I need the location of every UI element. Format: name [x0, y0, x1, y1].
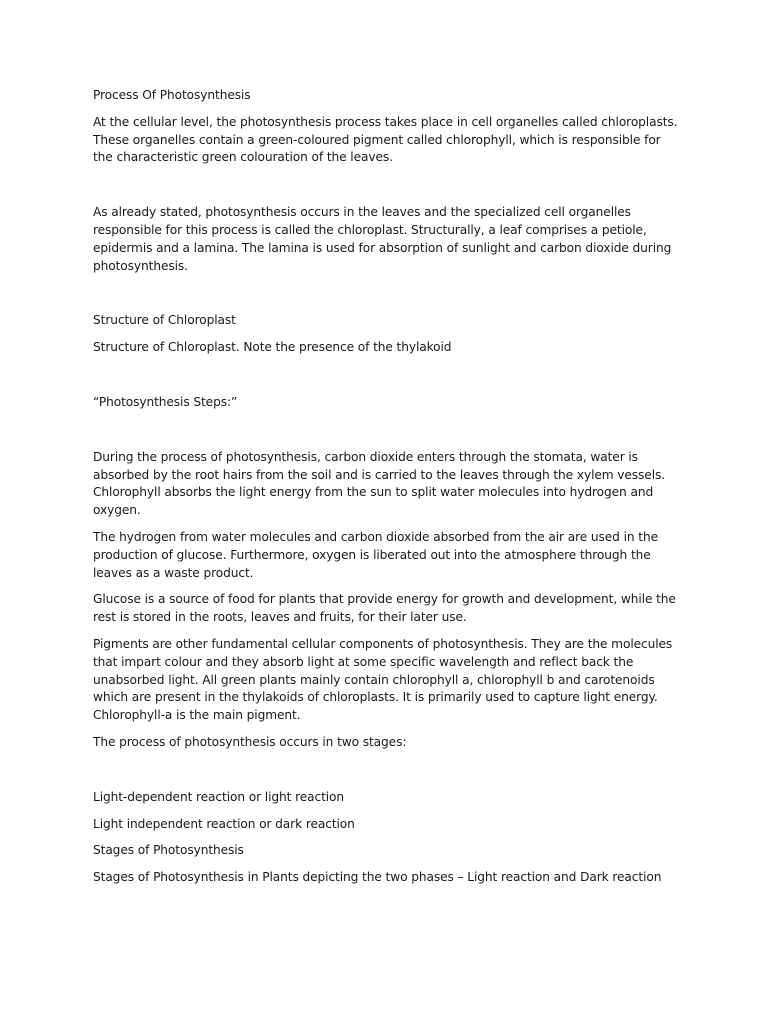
paragraph-leaf-structure: As already stated, photosynthesis occurs in the leaves and the specialized cell organelles responsible for this process is called the chloroplast. Structurally, a leaf comprises a petiole, epidermis and a lamina. The lamina is used for absorption of sunlight and carbon dioxide during photosynthesis. — [93, 205, 672, 273]
paragraph-two-stages: The process of photosynthesis occurs in two stages: — [93, 734, 407, 749]
paragraph-pigments: Pigments are other fundamental cellular components of photosynthesis. They are the molecules that impart colour and they absorb light at some specific wavelength and reflect back the unabsorbed light. All green plants mainly contain chlorophyll a, chlorophyll b and carotenoids which are present in the thylakoids of chloroplasts. It is primarily used to capture light energy. Chlorophyll-a is the main pigment. — [93, 636, 673, 723]
list-item-light-reaction: Light-dependent reaction or light reaction — [93, 789, 345, 804]
paragraph-glucose-use: Glucose is a source of food for plants that provide energy for growth and development, while the rest is stored in the roots, leaves and fruits, for their later use. — [93, 592, 676, 625]
section-heading-chloroplast: Structure of Chloroplast — [93, 313, 236, 328]
figure-caption-chloroplast: Structure of Chloroplast. Note the presence of the thylakoid — [93, 340, 452, 355]
figure-caption-stages: Stages of Photosynthesis in Plants depicting the two phases – Light reaction and Dark reaction — [93, 870, 662, 885]
paragraph-process-overview: During the process of photosynthesis, carbon dioxide enters through the stomata, water is absorbed by the root hairs from the soil and is carried to the leaves through the xylem vessels. Chlorophyll absorbs the light energy from the sun to split water molecules into hydrogen and oxygen. — [93, 449, 666, 518]
paragraph-cellular-level: At the cellular level, the photosynthesis process takes place in cell organelles called chloroplasts. These organelles contain a green-coloured pigment called chlorophyll, which is responsible for the characteristic green colouration of the leaves. — [93, 114, 678, 165]
document-body — [93, 87, 678, 887]
list-item-dark-reaction: Light independent reaction or dark reaction — [93, 816, 355, 831]
section-heading-process: Process Of Photosynthesis — [93, 88, 251, 102]
paragraph-glucose-production: The hydrogen from water molecules and carbon dioxide absorbed from the air are used in the production of glucose. Furthermore, oxygen is liberated out into the atmosphere through the leaves as a waste product. — [93, 529, 658, 580]
section-heading-steps: “Photosynthesis Steps:” — [93, 394, 238, 409]
section-heading-stages: Stages of Photosynthesis — [93, 843, 244, 858]
